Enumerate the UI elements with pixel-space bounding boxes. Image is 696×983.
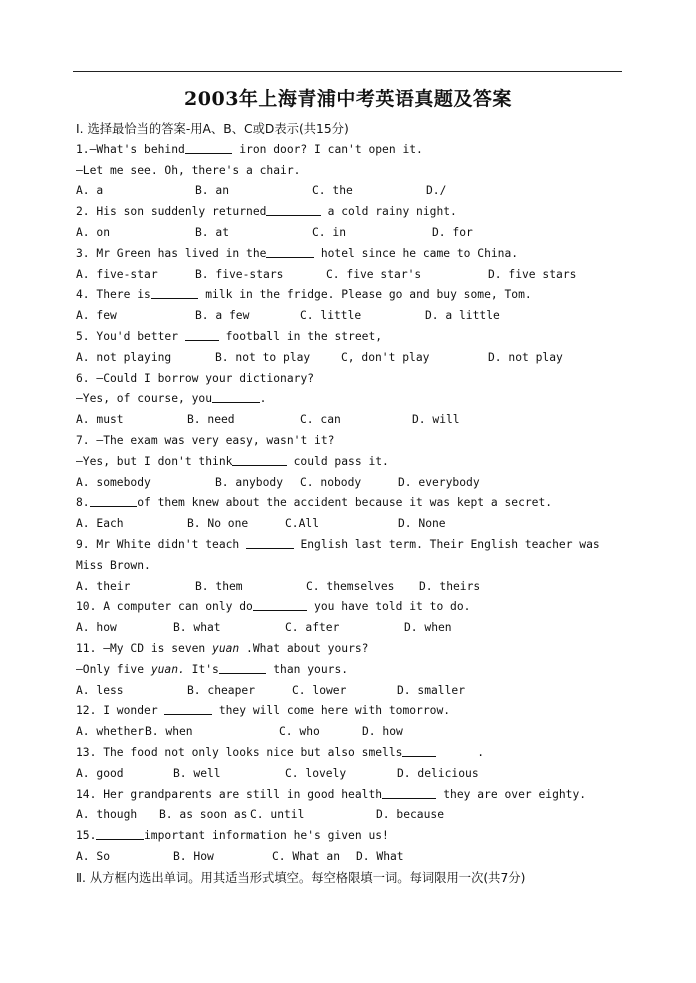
option-d[interactable]: D. for [432,225,473,239]
option-c[interactable]: C. lower [292,683,347,697]
option-d[interactable]: D. everybody [398,475,480,489]
answer-blank[interactable] [246,537,294,549]
question-text: 3. Mr Green has lived in the hotel since he came to China. [76,246,519,260]
option-c[interactable]: C. the [312,184,353,198]
answer-options [76,618,621,639]
option-a[interactable]: A. Each [76,517,124,531]
question-text: 13. The food not only looks nice but also smells . [76,745,485,759]
question-text: 4. There is milk in the fridge. Please go and buy some, Tom. [76,288,532,302]
option-a[interactable]: A. not playing [76,350,172,364]
answer-blank[interactable] [266,246,314,258]
option-a[interactable]: A. on [76,225,111,239]
option-b[interactable]: B. as soon as [159,808,248,822]
question-2 [76,202,621,244]
question-text: 9. Mr White didn't teach English last term. Their English teacher was [76,537,600,551]
question-1 [76,140,621,202]
question-text: —Yes, of course, you . [76,392,267,406]
question-text: 8. of them knew about the accident because it was kept a secret. [76,496,553,510]
question-8 [76,493,621,535]
answer-options [76,577,621,598]
option-c[interactable]: C. themselves [306,579,395,593]
answer-blank[interactable] [212,391,260,403]
question-15 [76,826,621,868]
option-d[interactable]: D. how [362,725,403,739]
option-b[interactable]: B. need [187,413,235,427]
option-c[interactable]: C, don't play [341,350,430,364]
question-text: 6. —Could I borrow your dictionary? [76,371,315,385]
option-c[interactable]: C. after [285,621,340,635]
option-a[interactable]: A. must [76,413,124,427]
answer-options [76,681,621,702]
option-d[interactable]: D. What [356,849,404,863]
option-b[interactable]: B. cheaper [187,683,256,697]
answer-blank[interactable] [90,495,138,507]
answer-blank[interactable] [382,787,436,799]
question-10 [76,597,621,639]
question-text: 15. important information he's given us! [76,829,389,843]
option-b[interactable]: B. No one [187,517,249,531]
option-c[interactable]: C. who [279,725,320,739]
answer-options [76,306,621,327]
option-b[interactable]: B. them [195,579,243,593]
option-b[interactable]: B. when [145,725,193,739]
question-6 [76,369,621,431]
answer-options [76,265,621,286]
answer-blank[interactable] [232,454,286,466]
italic-word: yuan [212,641,240,655]
option-d[interactable]: D. will [412,413,460,427]
option-a[interactable]: A. how [76,621,117,635]
question-text: 1.—What's behind iron door? I can't open it. [76,142,423,156]
option-c[interactable]: C. until [250,808,305,822]
question-11 [76,639,621,701]
option-c[interactable]: C. little [300,309,362,323]
question-text: 7. —The exam was very easy, wasn't it? [76,433,335,447]
option-d[interactable]: D. None [398,517,446,531]
option-d[interactable]: D. a little [425,309,500,323]
question-4 [76,285,621,327]
answer-blank[interactable] [185,142,233,154]
option-a[interactable]: A. less [76,683,124,697]
answer-options [76,348,621,369]
option-b[interactable]: B. anybody [215,475,284,489]
option-d[interactable]: D./ [426,184,447,198]
option-d[interactable]: D. smaller [397,683,466,697]
option-d[interactable]: D. not play [488,350,563,364]
option-a[interactable]: A. a [76,184,104,198]
answer-options [76,805,621,826]
section-heading: Ⅰ. 选择最恰当的答案-用A、B、C或D表示(共15分) [76,122,349,136]
question-text: 14. Her grandparents are still in good health they are over eighty. [76,787,587,801]
answer-blank[interactable] [164,703,212,715]
option-d[interactable]: D. delicious [397,766,479,780]
option-b[interactable]: B. an [195,184,230,198]
answer-options [76,410,621,431]
answer-blank[interactable] [266,204,320,216]
page-title: 2003年上海青浦中考英语真题及答案 [184,88,512,110]
question-13 [76,743,621,785]
question-text: 2. His son suddenly returned a cold rainy night. [76,205,457,219]
option-b[interactable]: B. what [173,621,221,635]
option-c[interactable]: C. What an [272,849,341,863]
question-text: 5. You'd better football in the street, [76,329,383,343]
answer-blank[interactable] [253,599,307,611]
answer-options [76,514,621,535]
answer-blank[interactable] [151,287,199,299]
question-text: Miss Brown. [76,558,151,572]
option-c[interactable]: C. five star's [326,267,422,281]
option-b[interactable]: B. a few [195,309,250,323]
question-12 [76,701,621,743]
exam-content [76,119,621,888]
question-text: 10. A computer can only do you have told it to do. [76,600,471,614]
top-rule [73,71,622,72]
answer-blank[interactable] [402,745,436,757]
question-text: 11. —My CD is seven yuan .What about yours? [76,641,369,655]
option-d[interactable]: D. theirs [419,579,481,593]
option-a[interactable]: A. five-star [76,267,158,281]
answer-options [76,181,621,202]
question-9 [76,535,621,597]
option-d[interactable]: D. when [404,621,452,635]
question-text: —Let me see. Oh, there's a chair. [76,163,301,177]
option-a[interactable]: A. somebody [76,475,151,489]
option-c[interactable]: C. nobody [300,475,362,489]
answer-options [76,223,621,244]
answer-options [76,847,621,868]
question-list [76,140,621,868]
question-text: —Yes, but I don't think could pass it. [76,454,389,468]
answer-options [76,722,621,743]
question-5 [76,327,621,369]
question-3 [76,244,621,286]
option-c[interactable]: C. can [300,413,341,427]
option-c[interactable]: C. in [312,225,347,239]
option-b[interactable]: B. at [195,225,230,239]
answer-options [76,764,621,785]
option-a[interactable]: A. though [76,808,138,822]
answer-options [76,473,621,494]
option-d[interactable]: D. because [376,808,445,822]
option-b[interactable]: B. not to play [215,350,311,364]
option-a[interactable]: A. few [76,309,117,323]
answer-blank[interactable] [96,828,144,840]
option-b[interactable]: B. How [173,849,214,863]
option-d[interactable]: D. five stars [488,267,577,281]
option-b[interactable]: B. five-stars [195,267,284,281]
option-a[interactable]: A. their [76,579,131,593]
option-c[interactable]: C. lovely [285,766,347,780]
question-14 [76,785,621,827]
option-a[interactable]: A. whether [76,725,145,739]
option-c[interactable]: C.All [285,517,320,531]
question-7 [76,431,621,493]
option-a[interactable]: A. good [76,766,124,780]
option-a[interactable]: A. So [76,849,111,863]
answer-blank[interactable] [185,329,219,341]
question-text: —Only five yuan. It's than yours. [76,662,349,676]
answer-blank[interactable] [219,662,267,674]
question-text: 12. I wonder they will come here with tomorrow. [76,704,451,718]
italic-word: yuan. [150,662,185,676]
section-heading: Ⅱ. 从方框内选出单词。用其适当形式填空。每空格限填一词。每词限用一次(共7分) [76,870,526,885]
option-b[interactable]: B. well [173,766,221,780]
